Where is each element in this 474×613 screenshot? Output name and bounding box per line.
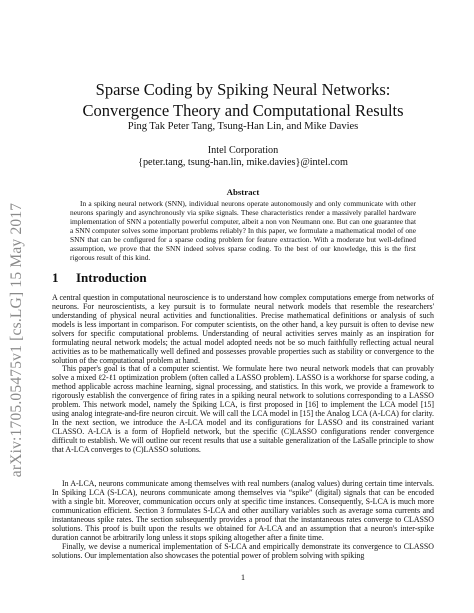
page-number: 1 xyxy=(240,572,246,582)
title-line-2: Convergence Theory and Computational Results xyxy=(82,101,404,120)
affiliation: Intel Corporation xyxy=(207,145,279,156)
arxiv-side-label xyxy=(4,120,30,560)
arxiv-identifier: arXiv:1705.05475v1 [cs.LG] 15 May 2017 xyxy=(8,202,25,478)
paper-title xyxy=(52,79,434,121)
author-list: Ping Tak Peter Tang, Tsung-Han Lin, and Mike Davies xyxy=(127,121,359,132)
section-heading xyxy=(52,270,147,286)
paragraph-3: In A-LCA, neurons communicate among themselves with real numbers (analog values) during certain time intervals. In Spiking LCA (S-LCA), neurons communicate among themselves via “spike” (digital) signals that can be encoded with a single bit. Moreover, communication occurs only at specific time instances. Consequently, S-LCA is much more communication efficient. Section 3 formulates S-LCA and other auxiliary variables such as average soma currents and instantaneous spike rates. The section subsequently provides a proof that the instantaneous rates converge to CLASSO solutions. This proof is built upon the results we obtained for A-LCA and an assumption that a neuron's inter-spike duration cannot be arbitrarily long unless it stops spiking altogether after a finite time. xyxy=(52,479,434,543)
section-number: 1 xyxy=(52,270,59,285)
abstract-heading: Abstract xyxy=(226,187,260,197)
title-line-1: Sparse Coding by Spiking Neural Networks: xyxy=(95,80,391,99)
abstract-text: In a spiking neural network (SNN), individual neurons operate autonomously and only communicate with other neurons sparingly and asynchronously via spike signals. These characteristics render a massively parallel hardware implementation of SNN a potentially powerful computer, albeit a non von Neumann one. But can one guarantee that a SNN computer solves some important problems reliably? In this paper, we formulate a mathematical model of one SNN that can be configured for a sparse coding problem for feature extraction. With a moderate but well-defined assumption, we prove that the SNN indeed solves sparse coding. To the best of our knowledge, this is the first rigorous result of this kind. xyxy=(70,199,416,263)
section-title: Introduction xyxy=(76,270,147,285)
paragraph-4: Finally, we devise a numerical implementation of S-LCA and empirically demonstrate its convergence to CLASSO solutions. Our implementation also showcases the potential power of problem solving with spiking xyxy=(52,542,434,561)
paragraph-1: A central question in computational neuroscience is to understand how complex computations emerge from networks of neurons. For neuroscientists, a key pursuit is to formulate neural network models that resemble the researchers' understanding of physical neural activities and functionalities. Precise mathematical definitions or analysis of such models is less important in comparison. For computer scientists, on the other hand, a key pursuit is often to devise new solvers for specific computational problems. Understanding of neural activities serves mainly as an inspiration for formulating neural network models; the actual model adopted needs not be so much faithfully reflecting actual neural activities as to be mathematically well defined and possesses provable properties such as stability or convergence to the solution of the computational problem at hand. xyxy=(52,293,434,366)
affiliation-block xyxy=(52,145,434,169)
paragraph-2: This paper's goal is that of a computer scientist. We formulate here two neural network models that can provably solve a mixed ℓ2-ℓ1 optimization problem (often called a LASSO problem). LASSO is a workhorse for sparse coding, a method applicable across machine learning, signal processing, and statistics. In this work, we provide a framework to rigorously establish the convergence of firing rates in a spiking neural network to solutions corresponding to a LASSO problem. This network model, namely the Spiking LCA, is first proposed in [16] to implement the LCA model [15] using analog integrate-and-fire neuron circuit. We will call the LCA model in [15] the Analog LCA (A-LCA) for clarity. In the next section, we introduce the A-LCA model and its configurations for LASSO and its constrained variant CLASSO. A-LCA is a form of Hopfield network, but the specific (C)LASSO configurations render convergence difficult to establish. We will outline our recent results that use a suitable generalization of the LaSalle principle to show that A-LCA converges to (C)LASSO solutions. xyxy=(52,364,434,455)
author-emails: {peter.tang, tsung-han.lin, mike.davies}@intel.com xyxy=(138,157,348,168)
